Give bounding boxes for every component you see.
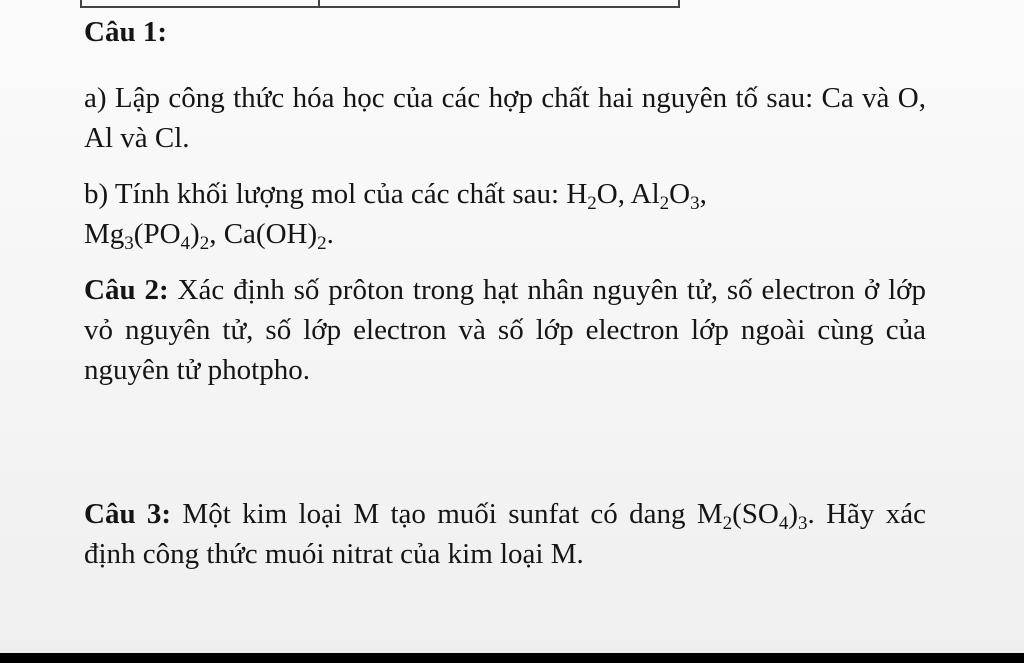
- exercise-content: [84, 12, 926, 574]
- question-3-label: Câu 3:: [84, 498, 172, 530]
- question-3-text-before: Một kim loại M tạo muối sunfat có dang: [171, 498, 697, 530]
- top-table-divider: [318, 0, 320, 8]
- question-3-text-after: . Hãy xác định công thức muói nitrat của kim loại M.: [84, 498, 927, 570]
- question-1-part-b-text: b) Tính khối lượng mol của các chất sau:: [84, 178, 567, 210]
- question-2-label: Câu 2:: [84, 274, 169, 306]
- question-1-part-a: a) Lập công thức hóa học của các hợp chất hai nguyên tố sau: Ca và O, Al và Cl.: [84, 82, 926, 154]
- formula-m2so43: $M_2(SO_4)_3$: [696, 498, 808, 534]
- question-1-part-b: b) Tính khối lượng mol của các chất sau: $H_2O$, $Al_2O_3$, $Mg_3(PO_4)_2$, $Ca(OH)_2$.: [84, 174, 926, 254]
- bottom-black-bar: [0, 653, 1024, 663]
- question-3: [84, 494, 926, 574]
- question-1-heading: Câu 1:: [84, 16, 167, 48]
- question-2-text: Xác định số prôton trong hạt nhân nguyên tử, số electron ở lớp vỏ nguyên tử, số lớp electron và số lớp electron lớp ngoài cùng của nguyên tử photpho.: [84, 274, 926, 386]
- question-1-part-b-line-2: $Mg_3(PO_4)_2$, $Ca(OH)_2$.: [84, 218, 334, 254]
- formula-mg3po42: $Mg_3(PO_4)_2$: [84, 218, 210, 254]
- formula-al2o3: $Al_2O_3$: [630, 178, 700, 214]
- question-2: [84, 270, 926, 390]
- formula-caoh2: $Ca(OH)_2$: [223, 218, 327, 254]
- formula-h2o: $H_2O$: [566, 178, 618, 214]
- top-table-border: [80, 0, 680, 8]
